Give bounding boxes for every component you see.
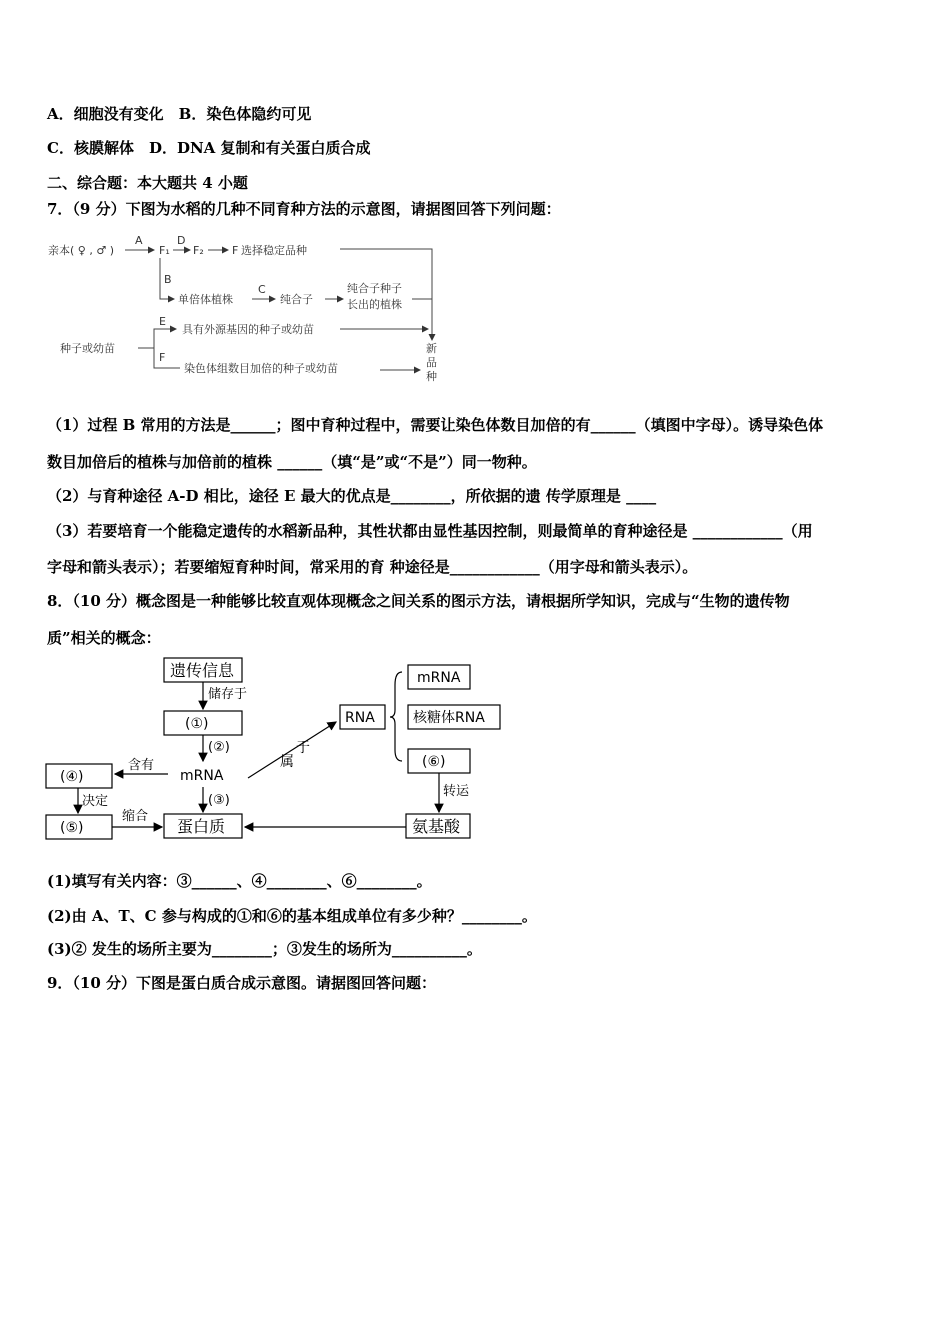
option-a-b: A．细胞没有变化 B．染色体隐约可见 <box>47 105 312 123</box>
haploid-label: 单倍体植株 <box>178 293 233 306</box>
step-f-label: F <box>159 351 166 364</box>
f2-label: F₂ <box>193 244 204 257</box>
parent-label: 亲本( ♀ , ♂ ) <box>48 244 114 257</box>
q8-stem-cont: 质”相关的概念： <box>47 629 161 647</box>
seedling-label: 种子或幼苗 <box>60 342 115 355</box>
q8-part3: (3)② 发生的场所主要为________；③发生的场所为__________。 <box>47 940 482 958</box>
concept-map <box>40 650 510 850</box>
protein-box: 蛋白质 <box>177 817 226 836</box>
q7-part3: （3）若要培育一个能稳定遗传的水稻新品种，其性状都由显性基因控制，则最简单的育种途径是 ____________（用 <box>47 522 813 540</box>
step-e-label: E <box>159 315 166 328</box>
blank-2-label: (②) <box>208 740 230 755</box>
section-title: 二、综合题：本大题共 4 小题 <box>47 174 248 192</box>
blank-1-box: (①) <box>185 716 209 732</box>
decide-label: 决定 <box>82 794 109 809</box>
q7-part1: （1）过程 B 常用的方法是______；图中育种过程中，需要让染色体数目加倍的有______（填图中字母）。诱导染色体 <box>47 416 824 434</box>
blank-6-box: (⑥) <box>422 754 446 770</box>
pure-seed-label-2: 长出的植株 <box>347 298 402 311</box>
q7-part2: （2）与育种途径 A-D 相比，途径 E 最大的优点是________，所依据的遗 传学原理是 ____ <box>47 487 657 505</box>
genetic-info-box: 遗传信息 <box>170 661 235 680</box>
q8-stem: 8．（10 分）概念图是一种能够比较直观体现概念之间关系的图示方法，请根据所学知识，完成与“生物的遗传物 <box>47 592 790 610</box>
option-c-d: C．核膜解体 D．DNA 复制和有关蛋白质合成 <box>47 139 371 157</box>
f1-label: F₁ <box>159 244 170 257</box>
blank-4-box: (④) <box>60 769 84 785</box>
new-variety-label-1: 新 <box>426 342 437 355</box>
q7-part3-cont: 字母和箭头表示）；若要缩短育种时间，常采用的育 种途径是____________（用字母和箭头表示）。 <box>47 558 698 576</box>
belong-label-1: 属 <box>280 754 294 770</box>
breeding-diagram <box>40 228 450 386</box>
step-a-label: A <box>135 234 143 247</box>
new-variety-label-2: 品 <box>426 356 437 369</box>
q7-stem: 7．（9 分）下图为水稻的几种不同育种方法的示意图，请据图回答下列问题： <box>47 200 561 218</box>
q8-part2: (2)由 A、T、C 参与构成的①和⑥的基本组成单位有多少种？________。 <box>47 907 537 925</box>
foreign-gene-label: 具有外源基因的种子或幼苗 <box>182 323 314 336</box>
new-variety-label-3: 种 <box>426 370 437 383</box>
q8-part1: (1)填写有关内容：③______、④________、⑥________。 <box>47 872 432 890</box>
step-b-label: B <box>164 273 172 286</box>
blank-3-label: (③) <box>208 793 230 808</box>
select-stable-label: 选择稳定品种 <box>241 244 307 257</box>
rna-box: RNA <box>345 710 375 726</box>
condense-label: 缩合 <box>122 809 149 824</box>
pure-label: 纯合子 <box>280 293 313 306</box>
mrna-node: mRNA <box>180 768 224 784</box>
step-d-label: D <box>177 234 186 247</box>
q9-stem: 9．（10 分）下图是蛋白质合成示意图。请据图回答问题： <box>47 974 437 992</box>
mrna-box: mRNA <box>417 670 461 686</box>
blank-5-box: (⑤) <box>60 820 84 836</box>
store-label: 储存于 <box>208 687 248 702</box>
contain-label: 含有 <box>128 758 155 773</box>
transport-label: 转运 <box>443 784 470 799</box>
rrna-box: 核糖体RNA <box>413 710 485 726</box>
belong-label-2: 于 <box>296 740 310 756</box>
fn-label: F <box>232 244 239 257</box>
polyploid-label: 染色体组数目加倍的种子或幼苗 <box>184 362 338 375</box>
amino-acid-box: 氨基酸 <box>412 817 461 836</box>
pure-seed-label-1: 纯合子种子 <box>347 282 402 295</box>
step-c-label: C <box>258 283 266 296</box>
q7-part1-cont: 数目加倍后的植株与加倍前的植株 ______（填“是”或“不是”）同一物种。 <box>47 453 537 471</box>
